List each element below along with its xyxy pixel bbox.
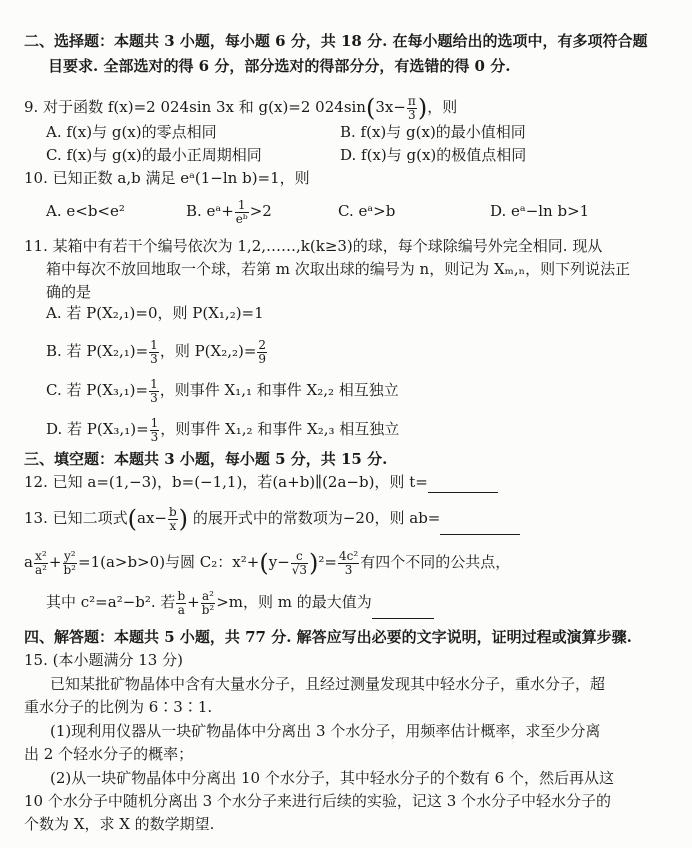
q9-option-d: D. f(x)与 g(x)的极值点相同 — [340, 146, 527, 164]
q15-part2-line2: 10 个水分子中随机分离出 3 个水分子来进行后续的实验，记这 3 个水分子中轻水分子的 — [24, 792, 612, 810]
q14-answer-blank[interactable] — [372, 586, 434, 619]
q11-option-b: B. 若 P(X₂,₁)= $\frac{1}{3}$ ，则 P(X₂,₂)= $\frac{2}{9}$ — [46, 337, 267, 366]
q15-para-line1: 已知某批矿物晶体中含有大量水分子，且经过测量发现其中轻水分子，重水分子，超 — [50, 675, 606, 693]
q12-stem: 12. 已知 a=(1,−3)，b=(−1,1)，若(a+b)∥(2a−b)，则 t= — [24, 472, 498, 493]
section3-title: 三、填空题：本题共 3 小题，每小题 5 分，共 15 分. — [24, 450, 388, 468]
q10-option-b: B. eᵃ+ $\frac{1}{\text{eᵇ}}$ >2 — [186, 197, 272, 226]
q15-part1-line1: (1)现利用仪器从一块矿物晶体中分离出 3 个水分子，用频率估计概率，求至少分离 — [50, 722, 601, 740]
q9-option-a: A. f(x)与 g(x)的零点相同 — [46, 123, 217, 141]
q11-stem-line2: 箱中每次不放回地取一个球，若第 m 次取出球的编号为 n，则记为 Xₘ,ₙ，则下列说法正 — [46, 260, 631, 278]
q10-stem: 10. 已知正数 a,b 满足 eᵃ(1−ln b)=1，则 — [24, 169, 310, 187]
q9-option-b: B. f(x)与 g(x)的最小值相同 — [340, 123, 526, 141]
section2-title-line2: 目要求. 全部选对的得 6 分，部分选对的得部分分，有选错的得 0 分. — [48, 57, 511, 75]
q15-para-line2: 重水分子的比例为 6∶3∶1. — [24, 698, 213, 716]
q11-option-d: D. 若 P(X₃,₁)= $\frac{1}{3}$ ，则事件 X₁,₂ 和事件 X₂,₃ 相互独立 — [46, 415, 400, 444]
q15-part2-line3: 个数为 X，求 X 的数学期望. — [24, 815, 215, 833]
q15-part2-line1: (2)从一块矿物晶体中分离出 10 个水分子，其中轻水分子的个数有 6 个，然后再从这 — [50, 769, 614, 787]
q13-stem: 13. 已知二项式(ax− $\frac{b}{x}$ ) 的展开式中的常数项为−20，则 ab= — [24, 502, 520, 535]
q12-answer-blank[interactable] — [428, 472, 498, 493]
q10-option-a: A. e<b<e² — [46, 202, 125, 220]
q11-stem-line1: 11. 某箱中有若干个编号依次为 1,2,……,k(k≥3)的球，每个球除编号外完全相同. 现从 — [24, 237, 603, 255]
q10-option-d: D. eᵃ−ln b>1 — [490, 202, 590, 220]
section4-title: 四、解答题：本题共 5 小题，共 77 分. 解答应写出必要的文字说明，证明过程或演算步骤. — [24, 628, 632, 646]
q15-heading: 15. (本小题满分 13 分) — [24, 651, 183, 669]
section2-title-line1: 二、选择题：本题共 3 小题，每小题 6 分，共 18 分. 在每小题给出的选项中，有多项符合题 — [24, 32, 648, 50]
q13-answer-blank[interactable] — [440, 502, 520, 535]
q11-option-a: A. 若 P(X₂,₁)=0，则 P(X₁,₂)=1 — [46, 304, 264, 322]
q9-option-c: C. f(x)与 g(x)的最小正周期相同 — [46, 146, 262, 164]
q11-option-c: C. 若 P(X₃,₁)= $\frac{1}{3}$ ，则事件 X₁,₁ 和事件 X₂,₂ 相互独立 — [46, 376, 399, 405]
q15-part1-line2: 出 2 个轻水分子的概率； — [24, 745, 194, 763]
q10-option-c: C. eᵃ>b — [338, 202, 396, 220]
q14-stem-line2: 其中 c²=a²−b². 若 $\frac{b}{a}$ + $\frac{\text{a²}}{\text{b²}}$ >m，则 m 的最大值为 — [46, 586, 434, 619]
q14-stem-line1: a $\frac{\text{x²}}{\text{a²}}$ + $\frac{\text{y²}}{\text{b²}}$ =1(a>b>0)与圆 C₂：x²+(y− $\frac{c}{√3}$ )²= $\frac{\text{4c²}}{3}$ 有四个不同的公共点， — [24, 548, 511, 577]
q9-stem: 9. 对于函数 f(x)=2 024sin 3x 和 g(x)=2 024sin(3x− $\frac{\pi}{3}$ )，则 — [24, 93, 458, 122]
q11-stem-line3: 确的是 — [46, 283, 92, 301]
